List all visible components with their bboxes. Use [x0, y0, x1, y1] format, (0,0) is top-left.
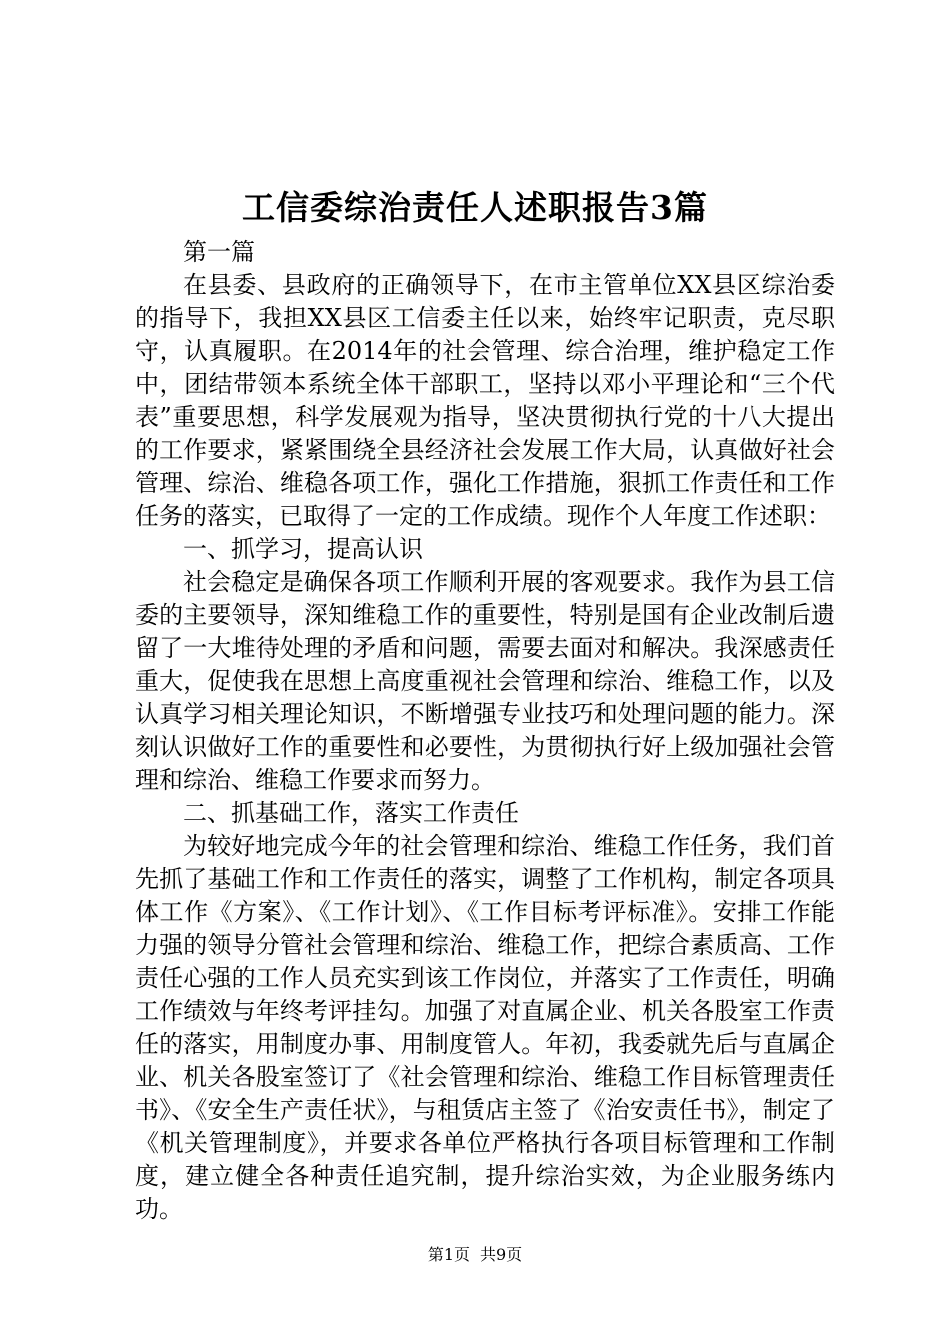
intro-paragraph: 在县委、县政府的正确领导下，在市主管单位XX县区综治委的指导下，我担XX县区工信委主任以来，始终牢记职责，克尽职守，认真履职。在2014年的社会管理、综合治理，维护稳定工作中，团结带领本系统全体干部职工，坚持以邓小平理论和“三个代表”重要思想，科学发展观为指导，坚决贯彻执行党的十八大提出的工作要求，紧紧围绕全县经济社会发展工作大局，认真做好社会管理、综治、维稳各项工作，强化工作措施，狠抓工作责任和工作任务的落实，已取得了一定的工作成绩。现作个人年度工作述职：	[135, 271, 835, 530]
section-heading-responsibility: 二、抓基础工作，落实工作责任	[183, 799, 519, 827]
section-heading-part-one: 第一篇	[183, 238, 255, 266]
document-body	[135, 236, 835, 1226]
section-heading-study: 一、抓学习，提高认识	[183, 535, 423, 563]
page-footer	[0, 1244, 950, 1266]
page-total: 共9页	[480, 1245, 523, 1264]
document-title: 工信委综治责任人述职报告3篇	[242, 188, 708, 227]
page-number: 第1页	[427, 1245, 470, 1264]
study-paragraph: 社会稳定是确保各项工作顺利开展的客观要求。我作为县工信委的主要领导，深知维稳工作的重要性，特别是国有企业改制后遗留了一大堆待处理的矛盾和问题，需要去面对和解决。我深感责任重大，促使我在思想上高度重视社会管理和综治、维稳工作，以及认真学习相关理论知识，不断增强专业技巧和处理问题的能力。深刻认识做好工作的重要性和必要性，为贯彻执行好上级加强社会管理和综治、维稳工作要求而努力。	[135, 568, 835, 794]
responsibility-paragraph: 为较好地完成今年的社会管理和综治、维稳工作任务，我们首先抓了基础工作和工作责任的落实，调整了工作机构，制定各项具体工作《方案》、《工作计划》、《工作目标考评标准》。安排工作能力强的领导分管社会管理和综治、维稳工作，把综合素质高、工作责任心强的工作人员充实到该工作岗位，并落实了工作责任，明确工作绩效与年终考评挂勾。加强了对直属企业、机关各股室工作责任的落实，用制度办事、用制度管人。年初，我委就先后与直属企业、机关各股室签订了《社会管理和综治、维稳工作目标管理责任书》、《安全生产责任状》，与租赁店主签了《治安责任书》，制定了《机关管理制度》，并要求各单位严格执行各项目标管理和工作制度，建立健全各种责任追究制，提升综治实效，为企业服务练内功。	[135, 832, 835, 1223]
